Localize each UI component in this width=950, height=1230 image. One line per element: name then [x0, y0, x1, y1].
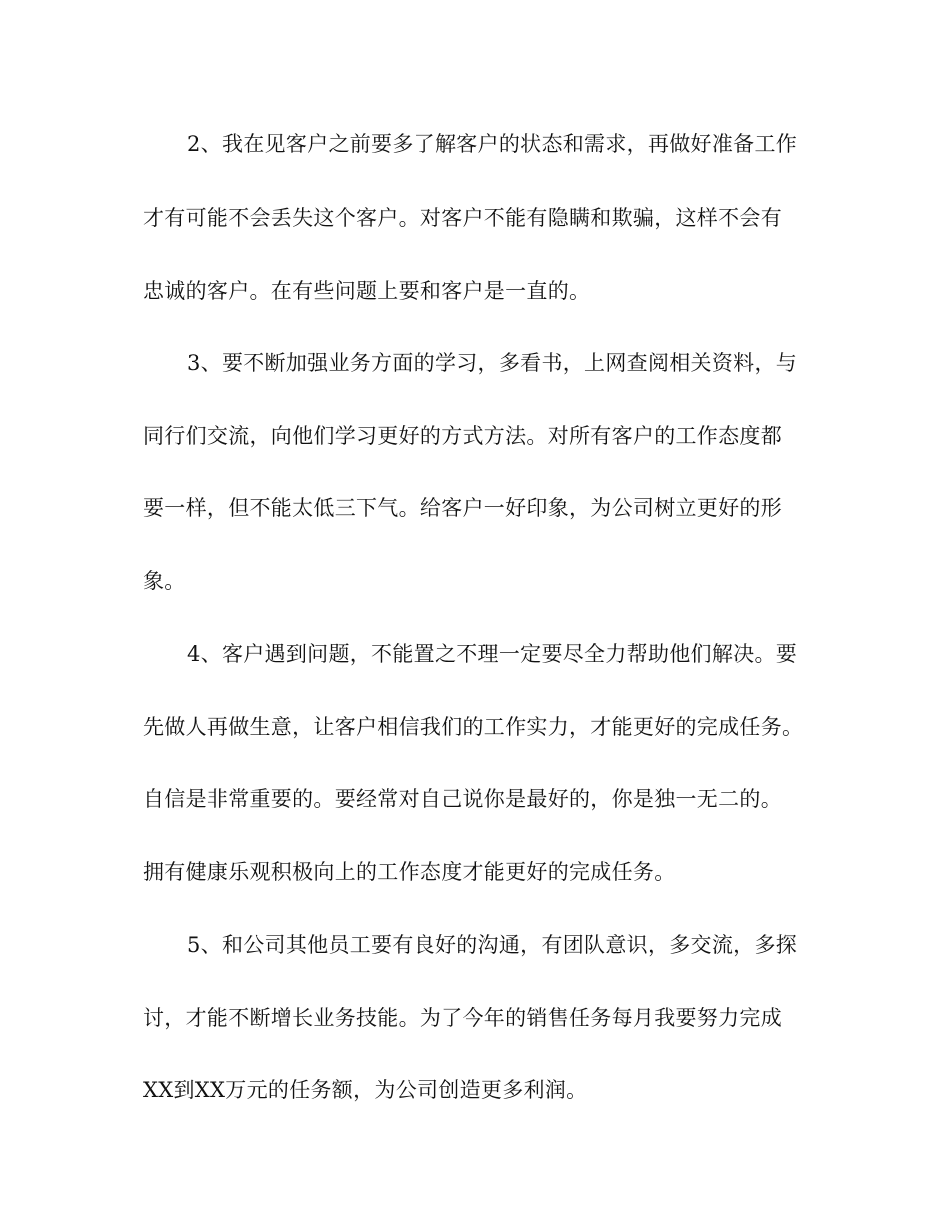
paragraph-3-line-4: 象。	[143, 569, 186, 593]
paragraph-4-line-3: 自信是非常重要的。要经常对自己说你是最好的，你是独一无二的。	[143, 787, 782, 811]
paragraph-3-line-2: 同行们交流，向他们学习更好的方式方法。对所有客户的工作态度都	[143, 424, 782, 448]
paragraph-4-line-2: 先做人再做生意，让客户相信我们的工作实力，才能更好的完成任务。	[143, 715, 804, 739]
paragraph-2-line-2: 才有可能不会丢失这个客户。对客户不能有隐瞒和欺骗，这样不会有	[143, 206, 782, 230]
paragraph-5-line-3: XX到XX万元的任务额，为公司创造更多利润。	[143, 1078, 588, 1102]
paragraph-5-line-1: 5、和公司其他员工要有良好的沟通，有团队意识，多交流，多探	[187, 933, 798, 957]
paragraph-4-line-1: 4、客户遇到问题，不能置之不理一定要尽全力帮助他们解决。要	[187, 642, 798, 666]
paragraph-3-line-3: 要一样，但不能太低三下气。给客户一好印象，为公司树立更好的形	[143, 496, 782, 520]
paragraph-2-line-3: 忠诚的客户。在有些问题上要和客户是一直的。	[143, 279, 591, 303]
paragraph-2-line-1: 2、我在见客户之前要多了解客户的状态和需求，再做好准备工作	[187, 132, 798, 156]
paragraph-5-line-2: 讨，才能不断增长业务技能。为了今年的销售任务每月我要努力完成	[143, 1006, 782, 1030]
paragraph-3-line-1: 3、要不断加强业务方面的学习，多看书，上网查阅相关资料，与	[187, 351, 798, 375]
paragraph-4-line-4: 拥有健康乐观积极向上的工作态度才能更好的完成任务。	[143, 860, 676, 884]
